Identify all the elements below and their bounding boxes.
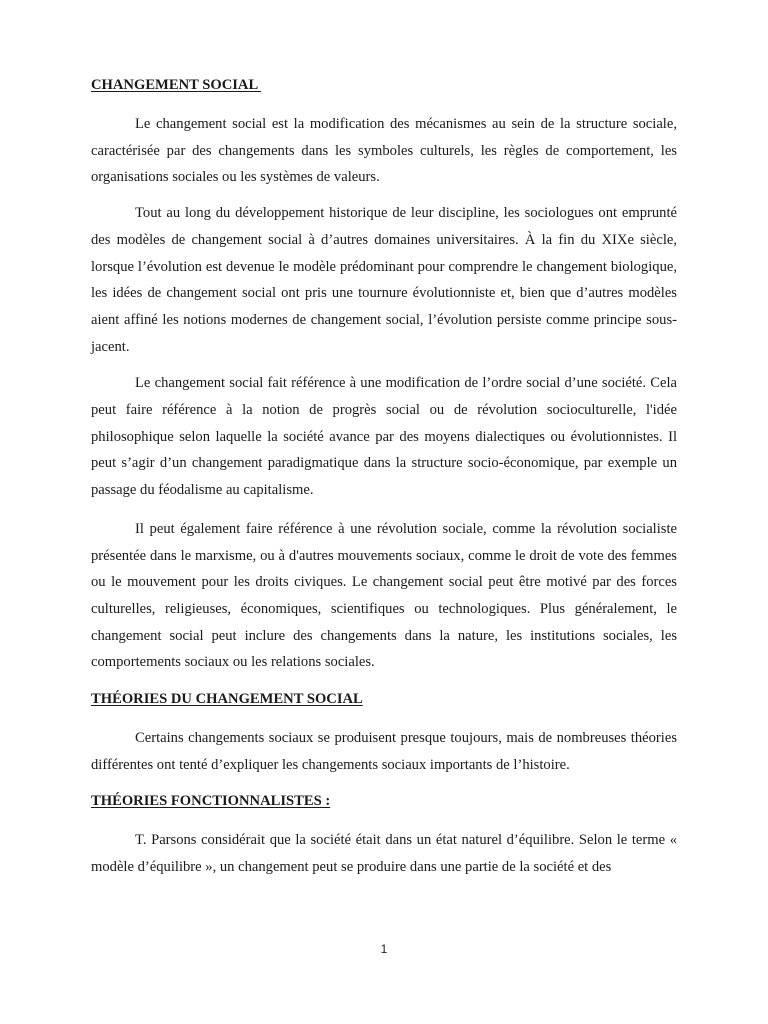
section-heading-theories: THÉORIES DU CHANGEMENT SOCIAL: [91, 691, 363, 708]
paragraph-revolution-sociale: Il peut également faire référence à une révolution sociale, comme la révolution socialiste présentée dans le marxisme, ou à d'autres mouvements sociaux, comme le droit de vote des femmes ou le mouvement pour les droits civiques. Le changement social peut être motivé par des forces culturelles, religieuses, économiques, scientifiques ou technologiques. Plus généralement, le changement social peut inclure des changements dans la nature, les institutions sociales, les comportements sociaux ou les relations sociales.: [91, 520, 677, 671]
paragraph-parsons: T. Parsons considérait que la société était dans un état naturel d’équilibre. Selon le terme « modèle d’équilibre », un changement peut se produire dans une partie de la société et des: [91, 832, 677, 876]
paragraph-theories-intro: Certains changements sociaux se produisent presque toujours, mais de nombreuses théories différentes ont tenté d’expliquer les changements sociaux importants de l’histoire.: [91, 730, 677, 773]
paragraph-definition: Le changement social est la modification des mécanismes au sein de la structure sociale, caractérisée par des changements dans les symboles culturels, les règles de comportement, les organisations sociales ou les systèmes de valeurs.: [91, 116, 677, 186]
paragraph-ordre-social: Le changement social fait référence à une modification de l’ordre social d’une société. Cela peut faire référence à la notion de progrès social ou de révolution socioculturelle, l'idée philosophique selon laquelle la société avance par des moyens dialectiques ou évolutionnistes. Il peut s’agir d’un changement paradigmatique dans la structure socio-économique, par exemple un passage du féodalisme au capitalisme.: [91, 375, 677, 499]
section-heading-changement-social: CHANGEMENT SOCIAL: [91, 77, 262, 93]
paragraph-historique: Tout au long du développement historique de leur discipline, les sociologues ont emprunté des modèles de changement social à d’autres domaines universitaires. À la fin du XIXe siècle, lorsque l’évolution est devenue le modèle prédominant pour comprendre le changement biologique, les idées de changement social ont pris une tournure évolutionniste et, bien que d’autres modèles aient affiné les notions modernes de changement social, l’évolution persiste comme principe sous-jacent.: [91, 205, 677, 355]
document-body: [91, 74, 677, 881]
page-number: 1: [380, 942, 388, 956]
section-heading-fonctionnalistes: THÉORIES FONCTIONNALISTES :: [91, 793, 331, 810]
